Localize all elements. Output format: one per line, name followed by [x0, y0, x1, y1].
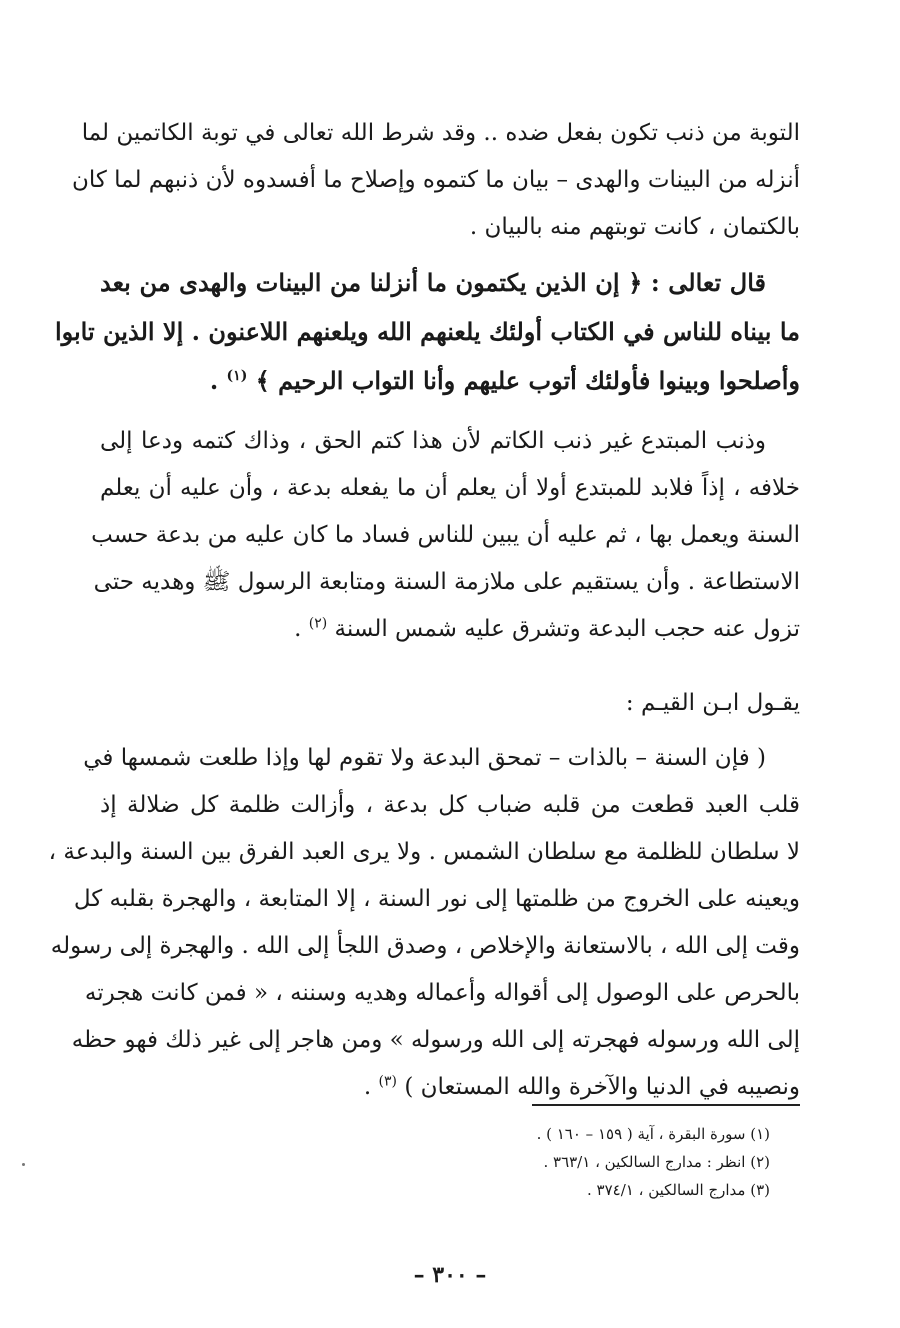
- footnotes: [380, 1120, 770, 1204]
- text-line: الاستطاعة . وأن يستقيم على ملازمة السنة ومتابعة الرسول ﷺ وهديه حتى: [93, 569, 800, 595]
- text-segment: .: [363, 1074, 379, 1100]
- text-line: ما بيناه للناس في الكتاب أولئك يلعنهم الله ويلعنهم اللاعنون . إلا الذين تابوا: [54, 317, 800, 346]
- footnote: (٢) انظر : مدارج السالكين ، ٣٦٣/١ .: [543, 1153, 770, 1171]
- text-line: [100, 356, 800, 405]
- text-line: [100, 606, 800, 653]
- text-line: إلى الله ورسوله فهجرته إلى الله ورسوله » ومن هاجر إلى غير ذلك فهو حظه: [71, 1027, 800, 1053]
- text-line: بالحرص على الوصول إلى أقواله وأعماله وهديه وسننه ، « فمن كانت هجرته: [84, 980, 800, 1006]
- text-line: التوبة من ذنب تكون بفعل ضده .. وقد شرط الله تعالى في توبة الكاتمين لما: [81, 120, 800, 146]
- text-line: لا سلطان للظلمة مع سلطان الشمس . ولا يرى العبد الفرق بين السنة والبدعة ،: [48, 839, 800, 865]
- text-line: وقت إلى الله ، بالاستعانة والإخلاص ، وصدق اللجأ إلى الله . والهجرة إلى رسوله: [50, 933, 800, 959]
- ibn-qayyim-quote: [48, 735, 800, 1111]
- paragraph-repentance-of-concealers: [72, 110, 800, 251]
- text-segment: تزول عنه حجب البدعة وتشرق عليه شمس السنة: [334, 616, 800, 642]
- text-segment: وأصلحوا وبينوا فأولئك أتوب عليهم وأنا التواب الرحيم ﴾: [255, 366, 800, 395]
- text-line: ( فإن السنة – بالذات – تمحق البدعة ولا تقوم لها وإذا طلعت شمسها في: [83, 745, 766, 771]
- footnote: (٣) مدارج السالكين ، ٣٧٤/١ .: [586, 1181, 770, 1199]
- text-line: قال تعالى : ﴿ إن الذين يكتمون ما أنزلنا من البينات والهدى من بعد: [100, 268, 766, 297]
- text-line: السنة ويعمل بها ، ثم عليه أن يبين للناس فساد ما كان عليه من بدعة حسب: [91, 522, 800, 548]
- quote-attribution: [100, 680, 800, 727]
- text-line: قلب العبد قطعت من قلبه ضباب كل بدعة ، وأزالت ظلمة كل ضلالة إذ: [100, 792, 800, 818]
- text-line: بالكتمان ، كانت توبتهم منه بالبيان .: [469, 214, 800, 240]
- text-line: ويعينه على الخروج من ظلمتها إلى نور السنة ، إلا المتابعة ، والهجرة بقلبه كل: [73, 886, 800, 912]
- footnote-divider: [532, 1104, 800, 1106]
- text-line: خلافه ، إذاً فلابد للمبتدع أولا أن يعلم أن ما يفعله بدعة ، وأن عليه أن يعلم: [100, 475, 800, 501]
- paragraph-innovator-sin: [91, 418, 800, 653]
- text-segment: .: [209, 366, 227, 395]
- text-line: أنزله من البينات والهدى – بيان ما كتموه وإصلاح ما أفسدوه لأن ذنبهم لما كان: [72, 167, 800, 193]
- footnote-ref: (١): [226, 368, 248, 384]
- footnote-ref: (٣): [378, 1073, 398, 1090]
- scan-speck: [22, 1163, 25, 1166]
- footnote: (١) سورة البقرة ، آية ( ١٥٩ – ١٦٠ ) .: [536, 1125, 770, 1143]
- text-line: يقـول ابـن القيـم :: [625, 690, 800, 716]
- text-segment: .: [294, 616, 309, 642]
- footnote-ref: (٢): [308, 615, 328, 632]
- quran-quote-paragraph: [54, 258, 800, 405]
- text-line: وذنب المبتدع غير ذنب الكاتم لأن هذا كتم الحق ، وذاك كتمه ودعا إلى: [100, 428, 766, 454]
- text-segment: ونصيبه في الدنيا والآخرة والله المستعان ): [404, 1074, 800, 1100]
- page-number: – ٣٠٠ –: [413, 1262, 487, 1288]
